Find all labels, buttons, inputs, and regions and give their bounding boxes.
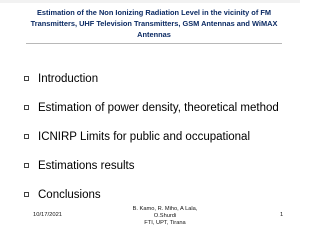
footer-authors (130, 206, 200, 227)
page-number: 1 (280, 212, 284, 218)
footer-date: 10/17/2021 (33, 212, 63, 218)
bullet-label: Estimation of power density, theoretical method (38, 101, 279, 114)
hollow-square-bullet-icon (24, 76, 29, 81)
slide-title (26, 7, 282, 40)
bullet-label: Introduction (38, 72, 99, 85)
top-band (0, 0, 300, 3)
hollow-square-bullet-icon (24, 134, 29, 139)
list-item (24, 93, 284, 122)
bullet-label: ICNIRP Limits for public and occupational (38, 130, 251, 143)
footer-authors-line-2: FTI, UPT, Tirana (144, 220, 186, 226)
footer (0, 206, 300, 225)
title-box (26, 7, 282, 44)
list-item (24, 64, 284, 93)
title-line-3: Antennas (137, 30, 171, 39)
list-item (24, 180, 284, 209)
hollow-square-bullet-icon (24, 192, 29, 197)
title-line-1: Estimation of the Non Ionizing Radiation Level in the vicinity of FM (36, 8, 272, 17)
list-item (24, 151, 284, 180)
title-line-2: Transmitters, UHF Television Transmitters, GSM Antennas and WiMAX (30, 19, 278, 28)
hollow-square-bullet-icon (24, 163, 29, 168)
footer-authors-line-1: B. Kamo, R. Miho, A Lala, O.Shurdi (132, 206, 198, 219)
bullet-list (24, 64, 284, 209)
hollow-square-bullet-icon (24, 105, 29, 110)
bullet-label: Estimations results (38, 159, 135, 172)
bullet-label: Conclusions (38, 188, 101, 201)
list-item (24, 122, 284, 151)
